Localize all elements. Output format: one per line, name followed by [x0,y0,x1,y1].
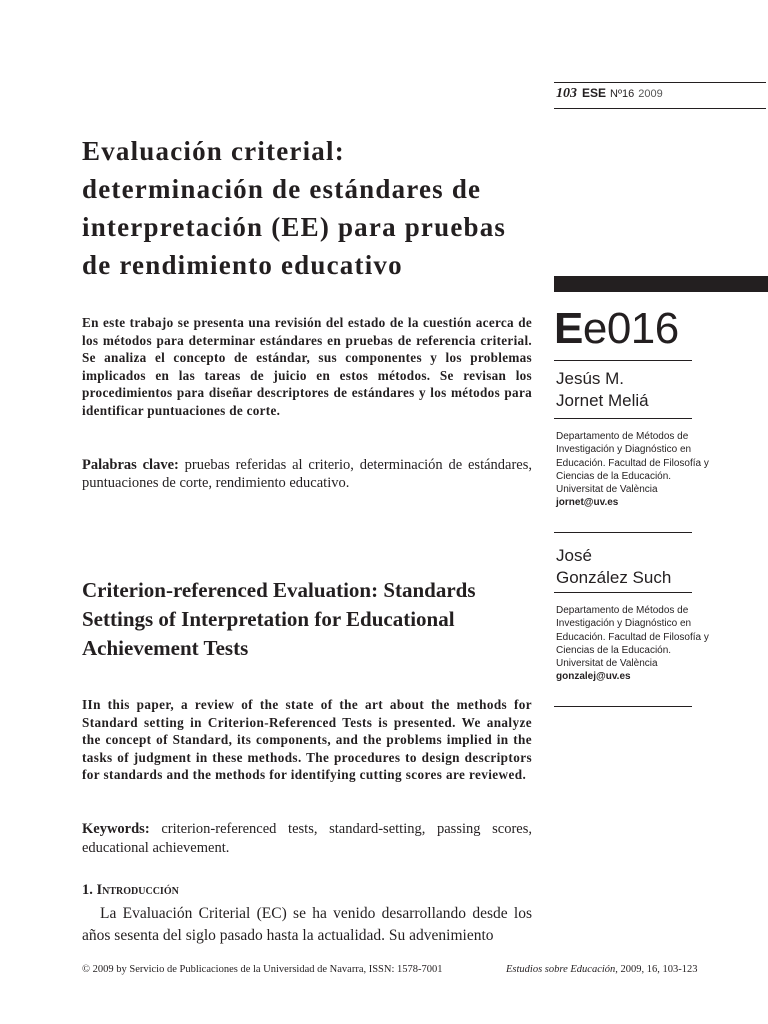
title-spanish: Evaluación criterial: determinación de estándares de interpretación (EE) para pruebas de rendimiento educativo [82,136,507,280]
author-name-line2: Jornet Meliá [556,391,649,410]
keywords-english-text: criterion-referenced tests, standard-setting, passing scores, educational achievement. [82,821,532,856]
author-affiliation [556,604,716,684]
running-header [556,86,663,102]
issue-number: Nº16 [610,88,635,100]
author-name-line1: José [556,546,592,565]
keywords-spanish-label: Palabras clave: [82,457,179,473]
abstract-spanish: En este trabajo se presenta una revisión del estado de la cuestión acerca de los métodos para determinar estándares en pruebas de referencia criterial. Se analiza el concepto de estándar, sus componentes y los problemas implicados en las tareas de juicio en estos métodos. Se revisan los procedimientos para diseñar descriptores de estándares y los métodos para identificar puntuaciones de corte. [82,315,532,418]
keywords-spanish [82,456,532,492]
author-email: gonzalej@uv.es [556,671,631,683]
author-email: jornet@uv.es [556,497,619,509]
issue-year: 2009 [638,88,663,100]
copyright-notice: © 2009 by Servicio de Publicaciones de la Universidad de Navarra, ISSN: 1578-7001 [82,964,443,975]
author-name [556,368,649,412]
article-code [554,304,679,354]
journal-citation [506,964,698,975]
header-top-rule [554,82,766,83]
affiliation-text: Departamento de Métodos de Investigación y Diagnóstico en Educación. Facultad de Filosofía y Ciencias de la Educación. Universitat de València [556,605,709,670]
author-name-line2: González Such [556,568,672,587]
header-bottom-rule [554,108,766,109]
title-english: Criterion-referenced Evaluation: Standards Settings of Interpretation for Educational Achievement Tests [82,578,476,660]
keywords-spanish-text: pruebas referidas al criterio, determinación de estándares, puntuaciones de corte, rendimiento educativo. [82,457,532,491]
keywords-english [82,820,532,858]
affiliation-text: Departamento de Métodos de Investigación y Diagnóstico en Educación. Facultad de Filosofía y Ciencias de la Educación. Universitat de València [556,431,709,496]
journal-abbreviation: ESE [582,86,607,100]
article-code-number: e016 [582,304,679,353]
section-heading: 1. Introducción [82,882,179,898]
sidebar-black-bar [554,276,768,292]
sidebar-rule [554,532,692,533]
author-name [556,545,671,589]
citation-details: , 2009, 16, 103-123 [615,964,698,975]
page-number: 103 [556,86,577,101]
abstract-english: IIn this paper, a review of the state of the art about the methods for Standard setting in Criterion-Referenced Tests is presented. We analyze the concept of Standard, its components, and the problems implied in the tasks of judgment in these methods. The procedures to design descriptors for standards and the methods for identifying cutting scores are reviewed. [82,697,532,782]
author-affiliation [556,430,716,510]
journal-name: Estudios sobre Educación [506,964,616,975]
article-code-initial: E [554,304,583,353]
author-name-line1: Jesús M. [556,369,625,388]
body-paragraph: La Evaluación Criterial (EC) se ha venido desarrollando desde los años sesenta del siglo pasado hasta la actualidad. Su advenimiento [82,905,532,944]
sidebar-rule [554,592,692,593]
sidebar-rule [554,360,692,361]
keywords-english-label: Keywords: [82,821,150,837]
sidebar-rule [554,706,692,707]
sidebar-rule [554,418,692,419]
